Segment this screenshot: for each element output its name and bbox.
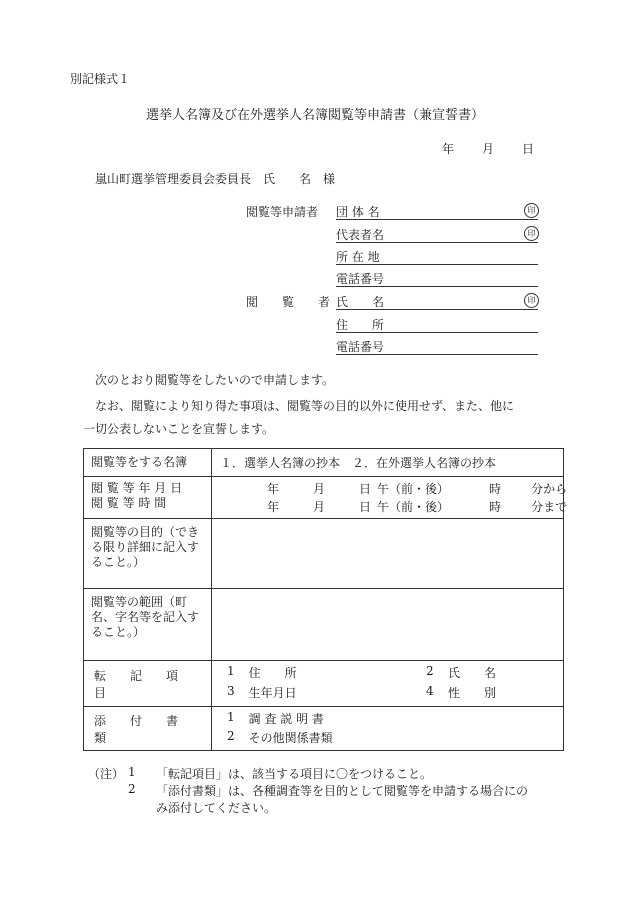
from-ampm: 午（前・後） xyxy=(377,482,450,496)
viewer-address-field[interactable] xyxy=(336,332,538,333)
date-year: 年 xyxy=(442,142,455,156)
viewer-address-label: 住 所 xyxy=(336,318,385,332)
statement-line-1: 次のとおり閲覧等をしたいので申請します。 xyxy=(95,373,335,387)
note-2-line-2: み添付してください。 xyxy=(156,801,277,815)
from-minute: 分から xyxy=(531,482,568,496)
date-month: 月 xyxy=(482,142,495,156)
applicant-rep-label: 代表者名 xyxy=(336,228,385,242)
note-1-num: 1 xyxy=(128,765,136,779)
viewer-phone-label: 電話番号 xyxy=(336,340,385,354)
to-year: 年 xyxy=(267,500,280,514)
attachments-items[interactable] xyxy=(212,707,564,751)
notes-prefix: （注） xyxy=(88,767,125,781)
transcription-label: 転 記 項 目 xyxy=(94,668,203,700)
attachments-label: 添 付 書 類 xyxy=(94,713,203,745)
attachment-survey-doc[interactable]: 調 査 説 明 書 xyxy=(248,712,324,726)
address-field[interactable] xyxy=(336,264,538,265)
datetime-from-row[interactable] xyxy=(212,480,568,498)
scope-field[interactable] xyxy=(212,589,564,661)
from-year: 年 xyxy=(267,482,280,496)
transcription-label-cell xyxy=(84,661,212,707)
datetime-label xyxy=(84,477,212,519)
datetime-to-row[interactable] xyxy=(212,498,568,516)
scope-label: 閲覧等の範囲（町名、字名等を記入すること。） xyxy=(84,589,212,661)
from-hour: 時 xyxy=(489,482,502,496)
transcription-item-num: 4 xyxy=(426,684,434,698)
phone-field[interactable] xyxy=(336,286,538,287)
transcription-item-gender[interactable]: 性 別 xyxy=(448,686,497,700)
applicant-org-name-label: 団 体 名 xyxy=(336,205,380,219)
datetime-label-line-1: 閲 覧 等 年 月 日 xyxy=(91,481,183,495)
transcription-item-name[interactable]: 氏 名 xyxy=(448,666,497,680)
transcription-item-num: 2 xyxy=(426,664,434,678)
applicant-label: 閲覧等申請者 xyxy=(246,205,319,219)
purpose-field[interactable] xyxy=(212,519,564,589)
transcription-items[interactable] xyxy=(212,661,564,707)
viewer-label: 閲 覧 者 xyxy=(246,295,331,309)
registry-type-label: 閲覧等をする名簿 xyxy=(84,449,212,477)
statement-line-3: 一切公表しないことを宣誓します。 xyxy=(83,422,275,436)
datetime-field[interactable] xyxy=(212,477,568,519)
registry-type-options[interactable]: １．選挙人名簿の抄本 ２．在外選挙人名簿の抄本 xyxy=(212,449,564,477)
from-day: 日 xyxy=(359,482,372,496)
note-2-num: 2 xyxy=(128,782,136,796)
to-month: 月 xyxy=(313,500,326,514)
to-ampm: 午（前・後） xyxy=(377,500,450,514)
transcription-item-birthdate[interactable]: 生年月日 xyxy=(248,686,297,700)
org-name-field[interactable] xyxy=(336,219,538,220)
note-1: 「転記項目」は、該当する項目に〇をつけること。 xyxy=(156,767,433,781)
application-table xyxy=(83,448,568,751)
to-minute: 分まで xyxy=(531,500,568,514)
rep-name-field[interactable] xyxy=(336,242,538,243)
attachment-num: 1 xyxy=(227,710,235,724)
attachment-num: 2 xyxy=(227,729,235,743)
transcription-item-address[interactable]: 住 所 xyxy=(248,666,297,680)
applicant-phone-label: 電話番号 xyxy=(336,272,385,286)
from-month: 月 xyxy=(313,482,326,496)
transcription-item-num: 3 xyxy=(227,684,235,698)
to-day: 日 xyxy=(359,500,372,514)
purpose-label: 閲覧等の目的（できる限り詳細に記入すること。） xyxy=(84,519,212,589)
attachment-other-docs[interactable]: その他関係書類 xyxy=(248,731,333,745)
seal-mark: 印 xyxy=(524,293,539,308)
transcription-item-num: 1 xyxy=(227,664,235,678)
note-2-line-1: 「添付書類」は、各種調査等を目的として閲覧等を申請する場合にの xyxy=(156,784,529,798)
datetime-label-line-2: 閲 覧 等 時 間 xyxy=(91,496,167,510)
viewer-phone-field[interactable] xyxy=(336,354,538,355)
viewer-name-field[interactable] xyxy=(336,309,538,310)
date-day: 日 xyxy=(522,142,535,156)
addressee: 嵐山町選挙管理委員会委員長 氏 名 様 xyxy=(95,172,336,186)
attachments-label-cell xyxy=(84,707,212,751)
statement-line-2: なお、閲覧により知り得た事項は、閲覧等の目的以外に使用せず、また、他に xyxy=(95,399,515,413)
seal-mark: 印 xyxy=(524,203,539,218)
page-title: 選挙人名簿及び在外選挙人名簿閲覧等申請書（兼宣誓書） xyxy=(145,108,484,123)
seal-mark: 印 xyxy=(524,226,539,241)
viewer-name-label: 氏 名 xyxy=(336,295,385,309)
form-number: 別記様式１ xyxy=(70,72,131,86)
to-hour: 時 xyxy=(489,500,502,514)
applicant-address-label: 所 在 地 xyxy=(336,250,380,264)
